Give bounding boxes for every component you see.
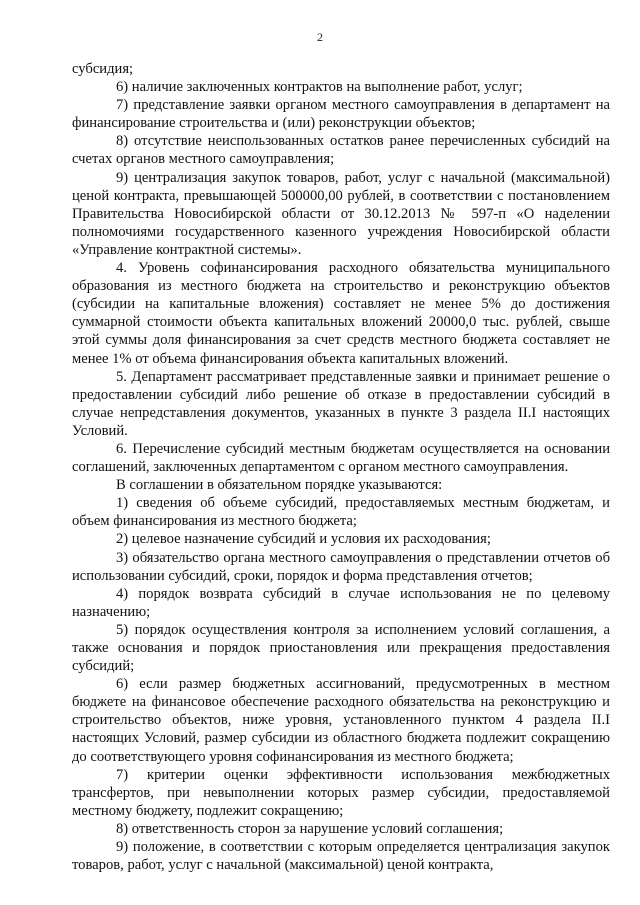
page-number: 2 xyxy=(317,30,323,44)
paragraph: 5) порядок осуществления контроля за исполнением условий соглашения, а также основания и порядок приостановления или прекращения предоставления субсидий; xyxy=(72,621,610,675)
paragraph: 1) сведения об объеме субсидий, предоставляемых местным бюджетам, и объем финансирования из местного бюджета; xyxy=(72,495,610,530)
paragraph: В соглашении в обязательном порядке указываются: xyxy=(116,477,443,494)
paragraph: 7) представление заявки органом местного самоуправления в департамент на финансирование строительства и (или) реконструкции объектов; xyxy=(72,97,610,132)
document-body xyxy=(72,60,610,874)
paragraph: 3) обязательство органа местного самоуправления о представлении отчетов об использовании субсидий, сроки, порядок и форма представления отчетов; xyxy=(72,549,610,584)
paragraph: 9) централизация закупок товаров, работ, услуг с начальной (максимальной) ценой контракта, превышающей 500000,00 рублей, в соответствии с постановлением Правительства Новосибирской области от 30.12.2013 № 597-п «О наделении полномочиями государственного казенного учреждения Новосибирской области «Управление контрактной системы». xyxy=(72,169,610,258)
paragraph: 4. Уровень софинансирования расходного обязательства муниципального образования из местного бюджета на строительство и реконструкцию объектов (субсидии на капитальные вложения) составляет не менее 5% до достижения суммарной стоимости объекта капитальных вложений 20000,0 тыс. рублей, свыше этой суммы доля финансирования за счет средств местного бюджета составляет не менее 1% от объема финансирования объекта капитальных вложений. xyxy=(72,260,610,367)
paragraph: субсидия; xyxy=(72,61,134,77)
paragraph: 6. Перечисление субсидий местным бюджетам осуществляется на основании соглашений, заключенных департаментом с органом местного самоуправления. xyxy=(72,440,610,476)
paragraph: 6) если размер бюджетных ассигнований, предусмотренных в местном бюджете на финансовое обеспечение расходного обязательства на реконструкцию и строительство объектов, ниже уровня, установленного пунктом 4 раздела II.I настоящих Условий, размер субсидии из областного бюджета подлежит сокращению до соответствующего уровня софинансирования из местного бюджета; xyxy=(72,676,610,765)
paragraph: 7) критерии оценки эффективности использования межбюджетных трансфертов, при невыполнении которых размер субсидии, предоставляемой местному бюджету, подлежит сокращению; xyxy=(72,766,610,819)
paragraph: 8) отсутствие неиспользованных остатков ранее перечисленных субсидий на счетах органов местного самоуправления; xyxy=(72,133,610,168)
paragraph: 8) ответственность сторон за нарушение условий соглашения; xyxy=(116,820,504,837)
paragraph: 9) положение, в соответствии с которым определяется централизация закупок товаров, работ, услуг с начальной (максимальной) ценой контракта, xyxy=(72,839,610,874)
paragraph: 5. Департамент рассматривает представленные заявки и принимает решение о предоставлении субсидий либо решение об отказе в предоставлении субсидий в случае непредставления документов, указанных в пункте 3 раздела II.I настоящих Условий. xyxy=(72,368,610,439)
paragraph: 4) порядок возврата субсидий в случае использования не по целевому назначению; xyxy=(72,585,610,620)
paragraph: 2) целевое назначение субсидий и условия их расходования; xyxy=(116,531,491,548)
paragraph: 6) наличие заключенных контрактов на выполнение работ, услуг; xyxy=(116,79,523,96)
